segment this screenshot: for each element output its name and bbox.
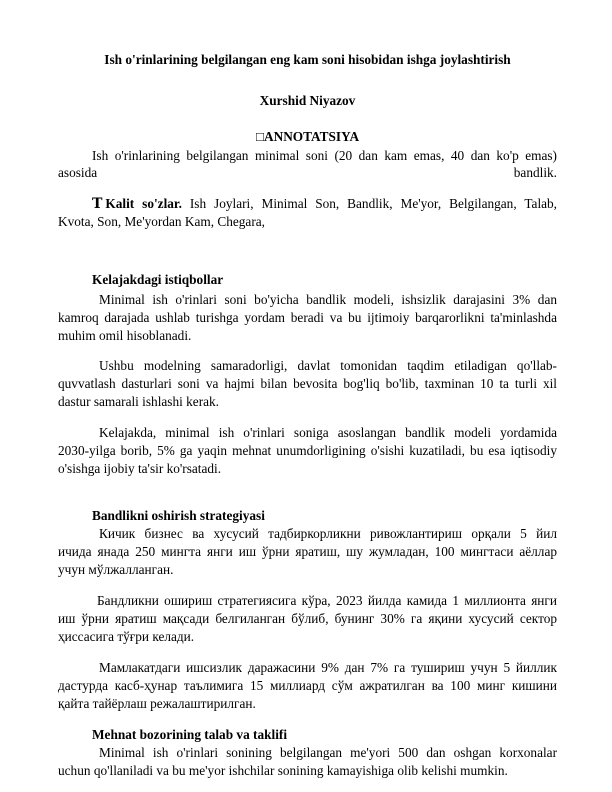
paragraph-line: ҳиссасига тўғри келади. — [58, 629, 195, 644]
annotation-word: asosida — [58, 165, 98, 180]
annotation-heading: □ANNOTATSIYA — [255, 129, 360, 144]
annotation-line — [58, 165, 557, 181]
keywords-label: Kalit so'zlar. — [105, 196, 182, 211]
paragraph-line: 2030-yilga borib, 5% ga yaqin mehnat unumdorligining o'sishi kuzatiladi, bu esa iqtisodiy — [58, 443, 557, 458]
paragraph-line: Кичик бизнес ва хусусий тадбиркорликни ривожлантириш орқали 5 йил — [99, 526, 557, 541]
keywords-line: Kvota, Son, Me'yordan Kam, Chegara, — [58, 214, 265, 229]
paragraph-line: қайта тайёрлаш режалаштирилган. — [58, 696, 256, 711]
section-heading: Kelajakdagi istiqbollar — [92, 272, 224, 287]
paragraph-line: kamroq darajada ushlab turishga yordam beradi va bu ijtimoiy barqarorlikni ta'minlashda — [58, 310, 557, 325]
paragraph-line: o'sishga ijobiy ta'sir ko'rsatadi. — [58, 461, 222, 476]
paragraph-line: uchun qo'llaniladi va bu me'yor ishchilar sonining kamayishiga olib kelishi mumkin. — [58, 763, 508, 778]
heading-marker-icon: □ — [255, 129, 264, 144]
key-icon: 𝐓 — [92, 197, 103, 212]
author-name: Xurshid Niyazov — [259, 93, 356, 108]
paragraph-line: muhim omil hisoblanadi. — [58, 328, 192, 343]
paragraph-line: Minimal ish o'rinlari sonining belgilangan me'yori 500 dan oshgan korxonalar — [99, 745, 557, 760]
section-heading: Bandlikni oshirish strategiyasi — [92, 508, 265, 523]
paragraph-line: учун мўлжалланган. — [58, 562, 174, 577]
paragraph-line: dastur samarali ishlashi kerak. — [58, 394, 219, 409]
paragraph-line: дастурда касб-ҳунар таълимига 15 миллиард сўм ажратилган ва 100 минг кишини — [58, 678, 557, 693]
paragraph-line: Ushbu modelning samaradorligi, davlat tomonidan taqdim etiladigan qo'llab- — [99, 358, 557, 373]
annotation-word: bandlik. — [513, 165, 557, 180]
paragraph-line: Бандликни ошириш стратегиясига кўра, 2023 йилда камида 1 миллионта янги — [97, 593, 557, 608]
paper-title: Ish o'rinlarining belgilangan eng kam soni hisobidan ishga joylashtirish — [104, 52, 511, 67]
annotation-line: Ish o'rinlarining belgilangan minimal soni (20 dan kam emas, 40 dan ko'p emas) — [92, 148, 557, 163]
paragraph-line: Minimal ish o'rinlari soni bo'yicha bandlik modeli, ishsizlik darajasini 3% dan — [99, 292, 557, 307]
section-heading: Mehnat bozorining talab va taklifi — [92, 727, 288, 742]
keywords-text: Ish Joylari, Minimal Son, Bandlik, Me'yor, Belgilangan, Talab, — [189, 196, 558, 211]
paragraph-line: Kelajakda, minimal ish o'rinlari soniga asoslangan bandlik modeli yordamida — [99, 425, 557, 440]
paragraph-line: Мамлакатдаги ишсизлик даражасини 9% дан 7% га тушириш учун 5 йиллик — [99, 660, 557, 675]
paragraph-line: иш ўрни яратиш мақсади белгиланган бўлиб, бунинг 30% га яқини хусусий сектор — [58, 611, 557, 626]
paragraph-line: quvvatlash dasturlari soni va hajmi bilan bevosita bog'liq bo'lib, taxminan 10 ta turli xil — [58, 376, 557, 391]
keywords-line — [92, 196, 557, 213]
paragraph-line: ичида янада 250 мингта янги иш ўрни яратиш, шу жумладан, 100 мингтаси аёллар — [58, 544, 557, 559]
